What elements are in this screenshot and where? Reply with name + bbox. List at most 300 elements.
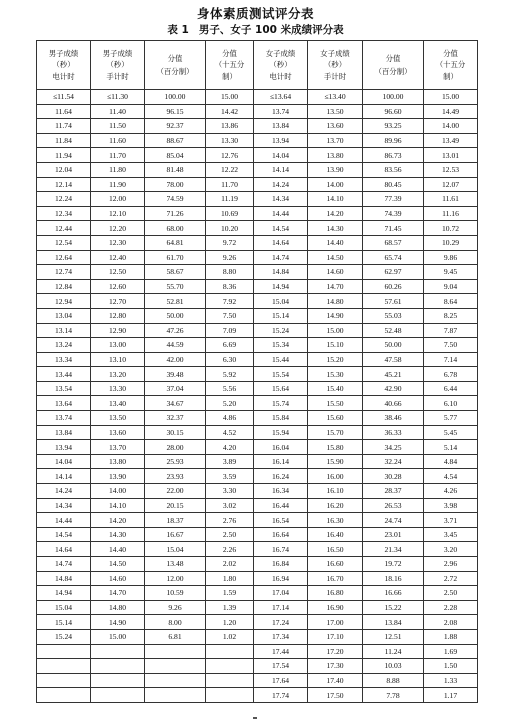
female-hand-time-cell: 16.20 xyxy=(308,498,363,513)
male-electronic-time-cell: 15.14 xyxy=(37,615,91,630)
female-score-100-cell: 62.97 xyxy=(363,265,424,280)
male-score-100-cell: 81.48 xyxy=(145,162,206,177)
female-electronic-time-cell: 15.94 xyxy=(254,425,308,440)
table-row xyxy=(37,90,478,105)
male-score-15-cell: 10.69 xyxy=(206,206,254,221)
female-score-15-cell: 8.64 xyxy=(424,294,478,309)
female-electronic-time-cell: 16.44 xyxy=(254,498,308,513)
female-score-100-cell: 12.51 xyxy=(363,629,424,644)
female-electronic-time-cell: 15.34 xyxy=(254,338,308,353)
table-row xyxy=(37,367,478,382)
table-row xyxy=(37,323,478,338)
table-row xyxy=(37,586,478,601)
female-score-100-cell: 60.26 xyxy=(363,279,424,294)
male-electronic-time-cell: 12.44 xyxy=(37,221,91,236)
female-electronic-time-cell: 13.74 xyxy=(254,104,308,119)
female-score-100-cell: 83.56 xyxy=(363,162,424,177)
table-number: 表 1 xyxy=(167,24,189,36)
header-line: 女子成绩 xyxy=(265,48,296,58)
header-line: 女子成绩 xyxy=(320,48,350,58)
female-score-15-cell: 5.45 xyxy=(424,425,478,440)
male-score-100-cell xyxy=(145,688,206,703)
female-score-15-cell: 10.29 xyxy=(424,235,478,250)
male-hand-time-cell: 14.60 xyxy=(91,571,145,586)
male-electronic-time-cell: 13.24 xyxy=(37,338,91,353)
female-hand-time-cell: 14.50 xyxy=(308,250,363,265)
male-score-15-cell xyxy=(206,644,254,659)
table-row xyxy=(37,454,478,469)
female-score-15-cell: 2.28 xyxy=(424,600,478,615)
male-score-15-cell: 9.72 xyxy=(206,235,254,250)
male-score-15-cell: 1.59 xyxy=(206,586,254,601)
table-row xyxy=(37,629,478,644)
female-electronic-time-cell: 14.84 xyxy=(254,265,308,280)
female-score-100-cell: 57.61 xyxy=(363,294,424,309)
male-score-15-cell: 4.20 xyxy=(206,440,254,455)
female-score-15-cell: 7.87 xyxy=(424,323,478,338)
female-hand-time-cell: 14.20 xyxy=(308,206,363,221)
female-score-100-cell: 18.16 xyxy=(363,571,424,586)
female-hand-time-cell: 14.70 xyxy=(308,279,363,294)
female-score-100-cell: 86.73 xyxy=(363,148,424,163)
female-hand-time-cell: 16.00 xyxy=(308,469,363,484)
female-electronic-time-cell: 14.64 xyxy=(254,235,308,250)
table-row xyxy=(37,615,478,630)
female-hand-time-cell: 15.80 xyxy=(308,440,363,455)
male-score-100-cell: 61.70 xyxy=(145,250,206,265)
table-row xyxy=(37,644,478,659)
female-score-100-cell: 100.00 xyxy=(363,90,424,105)
male-score-15-cell: 2.26 xyxy=(206,542,254,557)
table-title: 男子、女子 100 米成绩评分表 xyxy=(198,24,344,36)
male-score-100-cell: 34.67 xyxy=(145,396,206,411)
header-line: （百分制） xyxy=(374,67,412,76)
female-electronic-time-cell: 13.94 xyxy=(254,133,308,148)
male-score-15-cell: 8.80 xyxy=(206,265,254,280)
female-score-100-cell: 68.57 xyxy=(363,235,424,250)
female-hand-time-cell: 15.70 xyxy=(308,425,363,440)
female-hand-time-cell: 14.90 xyxy=(308,308,363,323)
female-score-100-cell: 11.24 xyxy=(363,644,424,659)
header-line: 分值 xyxy=(443,48,458,58)
male-score-100-cell: 20.15 xyxy=(145,498,206,513)
female-hand-time-cell: 14.10 xyxy=(308,192,363,207)
female-score-100-cell: 89.96 xyxy=(363,133,424,148)
male-hand-time-cell: 12.50 xyxy=(91,265,145,280)
female-score-100-cell: 34.25 xyxy=(363,440,424,455)
table-row xyxy=(37,484,478,499)
male-score-15-cell xyxy=(206,659,254,674)
female-electronic-time-cell: 17.74 xyxy=(254,688,308,703)
female-electronic-time-cell: 16.14 xyxy=(254,454,308,469)
female-hand-time-cell: 16.80 xyxy=(308,586,363,601)
female-score-100-cell: 77.39 xyxy=(363,192,424,207)
female-hand-time-cell: 13.80 xyxy=(308,148,363,163)
male-electronic-time-cell xyxy=(37,673,91,688)
table-row xyxy=(37,600,478,615)
male-electronic-time-cell: 14.44 xyxy=(37,513,91,528)
male-score-100-cell: 78.00 xyxy=(145,177,206,192)
male-electronic-time-cell: 14.54 xyxy=(37,527,91,542)
female-hand-time-cell: 14.60 xyxy=(308,265,363,280)
female-electronic-time-cell: 16.34 xyxy=(254,484,308,499)
table-row xyxy=(37,440,478,455)
male-hand-time-cell: 12.70 xyxy=(91,294,145,309)
female-hand-time-cell: ≤13.40 xyxy=(308,90,363,105)
male-score-15-cell: 4.52 xyxy=(206,425,254,440)
female-score-15-cell: 7.50 xyxy=(424,338,478,353)
table-row xyxy=(37,206,478,221)
header-line: 手计时 xyxy=(323,71,347,81)
male-score-100-cell: 13.48 xyxy=(145,557,206,572)
female-score-100-cell: 42.90 xyxy=(363,381,424,396)
female-score-15-cell: 14.00 xyxy=(424,119,478,134)
female-score-15-cell: 10.72 xyxy=(424,221,478,236)
male-score-15-cell: 12.76 xyxy=(206,148,254,163)
male-hand-time-cell: 13.10 xyxy=(91,352,145,367)
male-score-15-cell: 1.02 xyxy=(206,629,254,644)
female-hand-time-cell: 15.40 xyxy=(308,381,363,396)
table-row xyxy=(37,148,478,163)
male-hand-time-cell: ≤11.30 xyxy=(91,90,145,105)
male-score-15-cell xyxy=(206,673,254,688)
female-electronic-time-cell: 17.04 xyxy=(254,586,308,601)
male-electronic-time-cell: 12.34 xyxy=(37,206,91,221)
male-hand-time-cell: 15.00 xyxy=(91,629,145,644)
male-hand-time-cell: 13.90 xyxy=(91,469,145,484)
male-electronic-time-cell: 13.04 xyxy=(37,308,91,323)
table-row xyxy=(37,469,478,484)
male-electronic-time-cell: 12.94 xyxy=(37,294,91,309)
male-hand-time-cell xyxy=(91,688,145,703)
female-score-15-cell: 3.45 xyxy=(424,527,478,542)
page-mark xyxy=(253,717,257,719)
female-score-15-header xyxy=(424,41,478,90)
male-score-15-cell: 1.20 xyxy=(206,615,254,630)
female-electronic-time-cell: 16.84 xyxy=(254,557,308,572)
female-hand-time-cell: 16.50 xyxy=(308,542,363,557)
female-score-100-cell: 10.03 xyxy=(363,659,424,674)
female-electronic-time-cell: 14.14 xyxy=(254,162,308,177)
male-score-100-cell: 8.00 xyxy=(145,615,206,630)
female-score-15-cell: 11.16 xyxy=(424,206,478,221)
female-hand-time-cell: 16.40 xyxy=(308,527,363,542)
male-hand-time-cell: 12.10 xyxy=(91,206,145,221)
female-score-15-cell: 1.88 xyxy=(424,629,478,644)
female-score-15-cell: 1.33 xyxy=(424,673,478,688)
male-electronic-time-cell: 11.94 xyxy=(37,148,91,163)
header-line: 电计时 xyxy=(52,71,75,81)
table-row xyxy=(37,411,478,426)
female-hand-time-cell: 14.80 xyxy=(308,294,363,309)
female-electronic-time-cell: 15.54 xyxy=(254,367,308,382)
male-electronic-time-cell: 14.84 xyxy=(37,571,91,586)
male-score-100-cell: 15.04 xyxy=(145,542,206,557)
male-score-100-cell: 6.81 xyxy=(145,629,206,644)
male-electronic-time-cell: 13.44 xyxy=(37,367,91,382)
male-hand-time-cell: 14.00 xyxy=(91,484,145,499)
female-score-100-cell: 21.34 xyxy=(363,542,424,557)
male-hand-time-cell: 14.90 xyxy=(91,615,145,630)
female-score-15-cell: 1.69 xyxy=(424,644,478,659)
male-hand-time-cell: 13.00 xyxy=(91,338,145,353)
header-line: （秒） xyxy=(52,60,75,70)
female-score-15-cell: 6.78 xyxy=(424,367,478,382)
female-score-100-cell: 40.66 xyxy=(363,396,424,411)
male-electronic-time-cell: 14.74 xyxy=(37,557,91,572)
male-hand-time-cell: 12.40 xyxy=(91,250,145,265)
male-score-15-cell: 12.22 xyxy=(206,162,254,177)
male-score-15-cell: 8.36 xyxy=(206,279,254,294)
female-hand-time-cell: 16.90 xyxy=(308,600,363,615)
male-score-100-cell: 18.37 xyxy=(145,513,206,528)
male-hand-time-cell: 11.50 xyxy=(91,119,145,134)
female-score-15-cell: 11.61 xyxy=(424,192,478,207)
female-hand-time-cell: 16.70 xyxy=(308,571,363,586)
male-score-15-cell: 11.19 xyxy=(206,192,254,207)
female-score-15-cell: 12.07 xyxy=(424,177,478,192)
female-score-100-cell: 19.72 xyxy=(363,557,424,572)
female-electronic-time-cell: 13.84 xyxy=(254,119,308,134)
table-row xyxy=(37,235,478,250)
female-score-100-cell: 30.28 xyxy=(363,469,424,484)
male-score-15-cell: 3.89 xyxy=(206,454,254,469)
female-score-100-cell: 96.60 xyxy=(363,104,424,119)
female-score-100-cell: 15.22 xyxy=(363,600,424,615)
female-electronic-time-cell: 16.94 xyxy=(254,571,308,586)
female-score-15-cell: 13.49 xyxy=(424,133,478,148)
male-electronic-time-cell: 13.64 xyxy=(37,396,91,411)
header-line: （秒） xyxy=(269,60,292,70)
female-hand-time-cell: 16.10 xyxy=(308,484,363,499)
male-electronic-time-cell: 15.04 xyxy=(37,600,91,615)
male-score-15-header xyxy=(206,41,254,90)
female-hand-time-cell: 17.50 xyxy=(308,688,363,703)
female-score-100-cell: 74.39 xyxy=(363,206,424,221)
female-score-15-cell: 3.98 xyxy=(424,498,478,513)
male-electronic-time-header xyxy=(37,41,91,90)
female-hand-time-cell: 15.30 xyxy=(308,367,363,382)
female-score-15-cell: 14.49 xyxy=(424,104,478,119)
female-hand-time-cell: 14.30 xyxy=(308,221,363,236)
female-hand-time-cell: 17.40 xyxy=(308,673,363,688)
table-row xyxy=(37,527,478,542)
female-score-100-cell: 36.33 xyxy=(363,425,424,440)
female-score-15-cell: 3.20 xyxy=(424,542,478,557)
male-score-100-cell: 42.00 xyxy=(145,352,206,367)
male-hand-time-cell: 11.80 xyxy=(91,162,145,177)
female-electronic-time-cell: 16.54 xyxy=(254,513,308,528)
female-electronic-time-cell: 14.44 xyxy=(254,206,308,221)
male-hand-time-cell: 13.30 xyxy=(91,381,145,396)
table-row xyxy=(37,557,478,572)
female-hand-time-cell: 13.70 xyxy=(308,133,363,148)
table-row xyxy=(37,119,478,134)
female-hand-time-cell: 14.00 xyxy=(308,177,363,192)
male-electronic-time-cell: 13.84 xyxy=(37,425,91,440)
female-score-15-cell: 2.50 xyxy=(424,586,478,601)
female-score-100-cell: 71.45 xyxy=(363,221,424,236)
male-score-15-cell: 7.50 xyxy=(206,308,254,323)
male-score-100-cell: 39.48 xyxy=(145,367,206,382)
male-score-15-cell: 10.20 xyxy=(206,221,254,236)
header-line: 手计时 xyxy=(106,71,129,81)
female-hand-time-cell: 13.50 xyxy=(308,104,363,119)
female-score-15-cell: 9.04 xyxy=(424,279,478,294)
male-electronic-time-cell: 15.24 xyxy=(37,629,91,644)
male-electronic-time-cell: 14.04 xyxy=(37,454,91,469)
female-electronic-time-cell: 14.24 xyxy=(254,177,308,192)
female-score-15-cell: 7.14 xyxy=(424,352,478,367)
female-hand-time-cell: 15.20 xyxy=(308,352,363,367)
female-score-100-cell: 93.25 xyxy=(363,119,424,134)
female-score-15-cell: 2.96 xyxy=(424,557,478,572)
female-score-15-cell: 4.54 xyxy=(424,469,478,484)
male-electronic-time-cell: 12.14 xyxy=(37,177,91,192)
table-row xyxy=(37,294,478,309)
female-electronic-time-cell: 15.24 xyxy=(254,323,308,338)
female-score-15-cell: 2.72 xyxy=(424,571,478,586)
male-score-100-cell: 64.81 xyxy=(145,235,206,250)
table-caption xyxy=(0,22,511,37)
female-electronic-time-cell: 17.24 xyxy=(254,615,308,630)
female-electronic-time-cell: 17.54 xyxy=(254,659,308,674)
male-electronic-time-cell: 14.24 xyxy=(37,484,91,499)
header-line: 分值 xyxy=(167,54,183,63)
header-line: （十五分 xyxy=(435,60,466,70)
female-electronic-time-cell: 15.44 xyxy=(254,352,308,367)
female-score-15-cell: 5.77 xyxy=(424,411,478,426)
female-score-100-cell: 26.53 xyxy=(363,498,424,513)
female-score-100-cell: 47.58 xyxy=(363,352,424,367)
female-electronic-time-cell: ≤13.64 xyxy=(254,90,308,105)
male-score-15-cell: 7.92 xyxy=(206,294,254,309)
table-row xyxy=(37,308,478,323)
table-row xyxy=(37,352,478,367)
header-line: 分值 xyxy=(222,48,237,58)
female-score-100-header xyxy=(363,41,424,90)
male-electronic-time-cell: 12.84 xyxy=(37,279,91,294)
male-hand-time-cell: 14.20 xyxy=(91,513,145,528)
male-hand-time-cell: 13.50 xyxy=(91,411,145,426)
male-score-100-cell: 23.93 xyxy=(145,469,206,484)
male-score-15-cell: 14.42 xyxy=(206,104,254,119)
header-line: （十五分 xyxy=(214,60,245,70)
male-score-15-cell: 2.50 xyxy=(206,527,254,542)
female-score-15-cell: 8.25 xyxy=(424,308,478,323)
male-hand-time-cell: 14.10 xyxy=(91,498,145,513)
male-electronic-time-cell: 14.14 xyxy=(37,469,91,484)
female-hand-time-cell: 14.40 xyxy=(308,235,363,250)
male-electronic-time-cell: 12.24 xyxy=(37,192,91,207)
female-electronic-time-cell: 16.04 xyxy=(254,440,308,455)
document-title: 身体素质测试评分表 xyxy=(196,6,314,21)
male-score-15-cell: 7.09 xyxy=(206,323,254,338)
female-electronic-time-cell: 17.64 xyxy=(254,673,308,688)
male-score-100-cell: 16.67 xyxy=(145,527,206,542)
female-score-15-cell: 12.53 xyxy=(424,162,478,177)
table-row xyxy=(37,542,478,557)
female-score-100-cell: 32.24 xyxy=(363,454,424,469)
female-electronic-time-cell: 14.34 xyxy=(254,192,308,207)
female-score-15-cell: 4.84 xyxy=(424,454,478,469)
female-hand-time-cell: 17.30 xyxy=(308,659,363,674)
female-electronic-time-cell: 14.54 xyxy=(254,221,308,236)
male-hand-time-cell: 14.80 xyxy=(91,600,145,615)
table-body xyxy=(37,90,478,703)
female-electronic-time-cell: 16.74 xyxy=(254,542,308,557)
male-score-100-cell: 47.26 xyxy=(145,323,206,338)
male-score-100-cell xyxy=(145,659,206,674)
male-hand-time-cell: 13.80 xyxy=(91,454,145,469)
male-score-100-cell: 32.37 xyxy=(145,411,206,426)
female-electronic-time-cell: 17.34 xyxy=(254,629,308,644)
female-electronic-time-cell: 15.64 xyxy=(254,381,308,396)
female-hand-time-cell: 13.60 xyxy=(308,119,363,134)
female-electronic-time-cell: 16.64 xyxy=(254,527,308,542)
header-line: 男子成绩 xyxy=(102,48,133,58)
header-row xyxy=(37,41,478,90)
female-hand-time-cell: 17.20 xyxy=(308,644,363,659)
female-score-100-cell: 50.00 xyxy=(363,338,424,353)
female-score-15-cell: 2.08 xyxy=(424,615,478,630)
female-electronic-time-cell: 15.04 xyxy=(254,294,308,309)
male-score-15-cell: 4.86 xyxy=(206,411,254,426)
female-score-15-cell: 9.86 xyxy=(424,250,478,265)
male-electronic-time-cell: 12.74 xyxy=(37,265,91,280)
male-electronic-time-cell: 13.14 xyxy=(37,323,91,338)
female-score-100-cell: 38.46 xyxy=(363,411,424,426)
table-row xyxy=(37,381,478,396)
female-electronic-time-cell: 15.74 xyxy=(254,396,308,411)
male-score-100-cell: 44.59 xyxy=(145,338,206,353)
female-score-15-cell: 6.44 xyxy=(424,381,478,396)
female-hand-time-cell: 13.90 xyxy=(308,162,363,177)
male-score-15-cell: 1.39 xyxy=(206,600,254,615)
male-score-100-cell: 71.26 xyxy=(145,206,206,221)
male-score-15-cell: 9.26 xyxy=(206,250,254,265)
male-electronic-time-cell: 12.64 xyxy=(37,250,91,265)
table-row xyxy=(37,396,478,411)
female-electronic-time-cell: 15.14 xyxy=(254,308,308,323)
female-electronic-time-cell: 16.24 xyxy=(254,469,308,484)
female-score-15-cell: 6.10 xyxy=(424,396,478,411)
male-hand-time-cell: 12.80 xyxy=(91,308,145,323)
male-score-15-cell: 1.80 xyxy=(206,571,254,586)
male-score-100-cell: 12.00 xyxy=(145,571,206,586)
table-row xyxy=(37,571,478,586)
male-score-15-cell: 3.59 xyxy=(206,469,254,484)
male-score-15-cell: 6.30 xyxy=(206,352,254,367)
female-electronic-time-cell: 17.14 xyxy=(254,600,308,615)
male-hand-time-cell: 12.60 xyxy=(91,279,145,294)
male-score-100-cell: 25.93 xyxy=(145,454,206,469)
male-score-100-cell: 92.37 xyxy=(145,119,206,134)
table-row xyxy=(37,338,478,353)
female-score-15-cell: 4.26 xyxy=(424,484,478,499)
header-line: （秒） xyxy=(106,60,129,70)
male-score-100-cell: 9.26 xyxy=(145,600,206,615)
male-electronic-time-cell: 13.34 xyxy=(37,352,91,367)
female-hand-time-cell: 16.30 xyxy=(308,513,363,528)
male-hand-time-cell xyxy=(91,644,145,659)
female-hand-time-cell: 16.60 xyxy=(308,557,363,572)
female-score-15-cell: 15.00 xyxy=(424,90,478,105)
female-score-100-cell: 28.37 xyxy=(363,484,424,499)
male-score-100-cell: 88.67 xyxy=(145,133,206,148)
table-row xyxy=(37,688,478,703)
female-hand-time-cell: 15.60 xyxy=(308,411,363,426)
